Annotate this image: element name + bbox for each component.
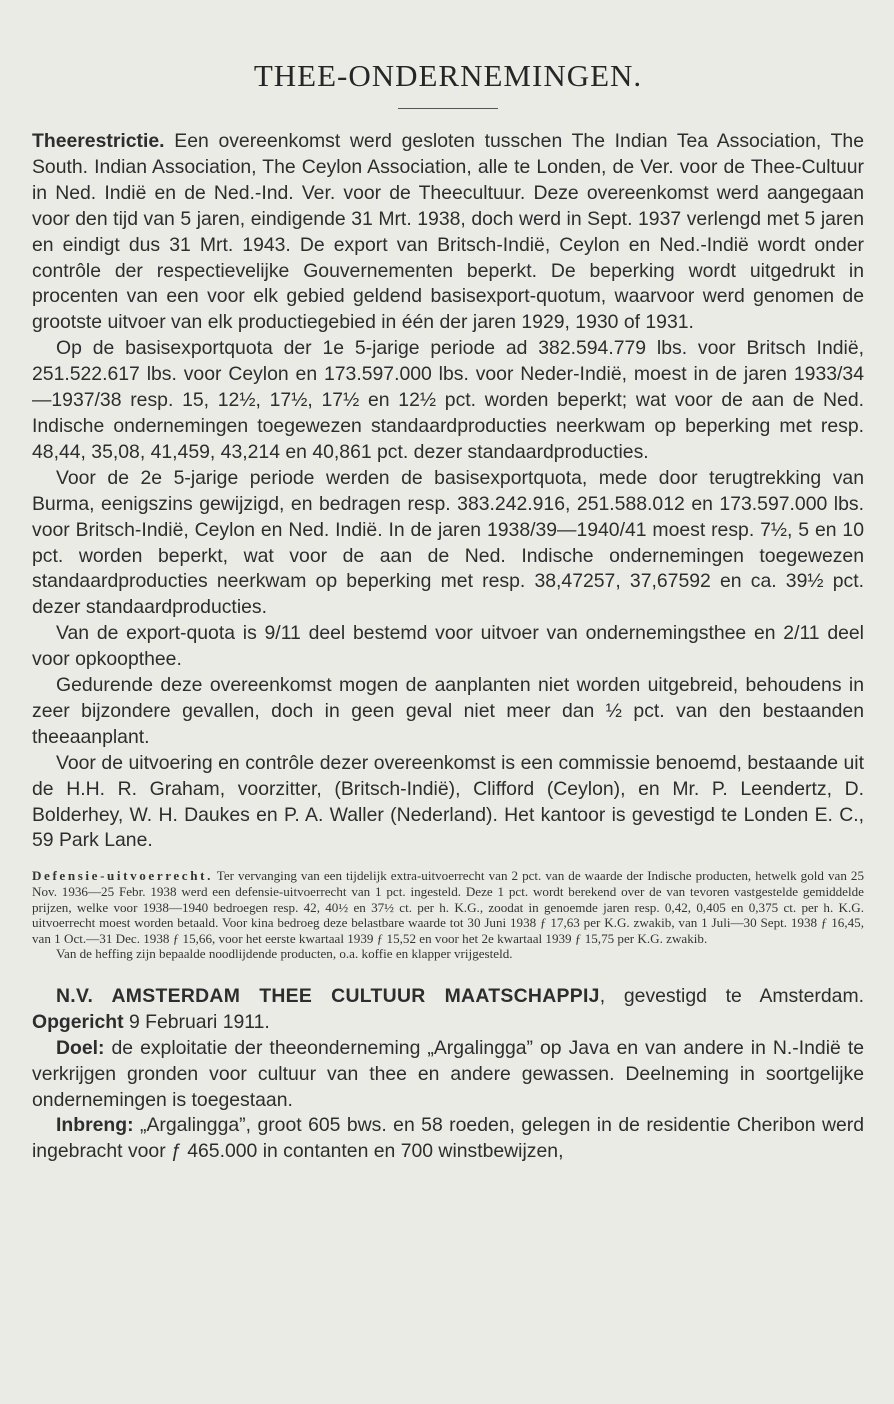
text-defensie: Ter vervanging van een tijdelijk extra-uitvoerrecht van 2 pct. van de waarde der Indische producten, hetwelk gold van 25 Nov. 1936—25 Febr. 1938 werd een defensie-uitvoerrecht van 1 pct. ingesteld. Deze 1 pct. wordt berekend over de van tevoren vastgestelde gemiddelde prijzen, welke voor 1938—1940 bedroegen resp. 42, 40½ en 37½ ct. per h. K.G., zoodat in genoemde jaren resp. 0,42, 0,405 en 0,375 ct. per h. K.G. uitvoerrecht moest worden betaald. Voor kina bedroeg deze belastbare waarde tot 30 Juni 1938 ƒ 17,63 per K.G. zwakib, van 1 Juli—30 Sept. 1938 ƒ 16,45, van 1 Oct.—31 Dec. 1938 ƒ 15,66, voor het eerste kwartaal 1939 ƒ 15,52 en voor het 2e kwartaal 1939 ƒ 15,75 per K.G. zwakib. (32, 868, 864, 946)
heading-defensie: Defensie-uitvoerrecht. (32, 868, 213, 884)
paragraph: Op de basisexportquota der 1e 5-jarige periode ad 382.594.779 lbs. voor Britsch Indië, 251.522.617 lbs. voor Ceylon en 173.597.000 lbs. voor Neder-Indië, moest in de jaren 1933/34—1937/38 resp. 15, 12½, 17½, 17½ en 12½ pct. worden beperkt; wat voor de aan de Ned. Indische ondernemingen toegewezen standaardproducties neerkwam op beperking met resp. 48,44, 35,08, 41,459, 43,214 en 40,861 pct. dezer standaardproducties. (32, 337, 864, 463)
doel-label: Doel: (56, 1036, 105, 1059)
heading-theerestrictie: Theerestrictie. (32, 130, 165, 152)
paragraph: Van de export-quota is 9/11 deel bestemd voor uitvoer van ondernemingsthee en 2/11 deel voor opkoopthee. (32, 622, 864, 671)
note-defensie (32, 868, 864, 962)
opgericht-value: 9 Februari 1911. (123, 1010, 270, 1033)
doel-text: de exploitatie der theeonderneming „Argalingga” op Java en van andere in N.-Indië te verkrijgen gronden voor cultuur van thee en andere gewassen. Deelneming in soortgelijke ondernemingen is toegestaan. (32, 1036, 864, 1111)
text-theerestrictie: Een overeenkomst werd gesloten tusschen The Indian Tea Association, The South. Indian Association, The Ceylon Association, alle te Londen, de Ver. voor de Thee-Cultuur in Ned. Indië en de Ned.-Ind. Ver. voor de Theecultuur. Deze overeenkomst werd aangegaan voor den tijd van 5 jaren, eindigende 31 Mrt. 1938, doch werd in Sept. 1937 verlengd met 5 jaren en eindigt dus 31 Mrt. 1943. De export van Britsch-Indië, Ceylon en Ned.-Indië wordt onder contrôle der respectievelijke Gouvernementen beperkt. De beperking wordt uitgedrukt in procenten van een voor elk gebied geldend basisexport-quotum, waarvoor werd genomen de grootste uitvoer van elk productiegebied in één der jaren 1929, 1930 of 1931. (32, 130, 864, 334)
title-rule (398, 108, 498, 109)
company-name: N.V. AMSTERDAM THEE CULTUUR MAATSCHAPPIJ (56, 984, 600, 1007)
company-inbreng (32, 1113, 864, 1165)
page-title: THEE-ONDERNEMINGEN. (253, 58, 643, 93)
company-header (32, 984, 864, 1036)
paragraph-theerestrictie (32, 129, 864, 336)
inbreng-label: Inbreng: (56, 1114, 134, 1137)
inbreng-text: „Argalingga”, groot 605 bws. en 58 roeden, gelegen in de residentie Cheribon werd ingebracht voor ƒ 465.000 in contanten en 700 winstbewijzen, (32, 1114, 864, 1163)
page (32, 58, 864, 1165)
paragraph: Voor de 2e 5-jarige periode werden de basisexportquota, mede door terugtrekking van Burma, eenigszins gewijzigd, en bedragen resp. 383.242.916, 251.588.012 en 173.597.000 lbs. voor Britsch-Indië, Ceylon en Ned. Indië. In de jaren 1938/39—1940/41 moest resp. 7½, 5 en 10 pct. worden beperkt, wat voor de aan de Ned. Indische ondernemingen toegewezen standaardproducties neerkwam op beperking met resp. 38,47257, 37,67592 en ca. 39½ pct. dezer standaardproducties. (32, 466, 864, 619)
paragraph: Gedurende deze overeenkomst mogen de aanplanten niet worden uitgebreid, behoudens in zeer bijzondere gevallen, doch in geen geval niet meer dan ½ pct. van den bestaanden theeaanplant. (32, 674, 864, 748)
paragraph: Voor de uitvoering en contrôle dezer overeenkomst is een commissie benoemd, bestaande uit de H.H. R. Graham, voorzitter, (Britsch-Indië), Clifford (Ceylon), en Mr. P. Leendertz, D. Bolderhey, W. H. Daukes en P. A. Waller (Nederland). Het kantoor is gevestigd te Londen E. C., 59 Park Lane. (32, 751, 864, 852)
company-location: , gevestigd te Amsterdam. (599, 984, 864, 1007)
text-heffing: Van de heffing zijn bepaalde noodlijdende producten, o.a. koffie en klapper vrijgesteld. (56, 946, 513, 962)
opgericht-label: Opgericht (32, 1010, 124, 1033)
company-doel (32, 1036, 864, 1114)
